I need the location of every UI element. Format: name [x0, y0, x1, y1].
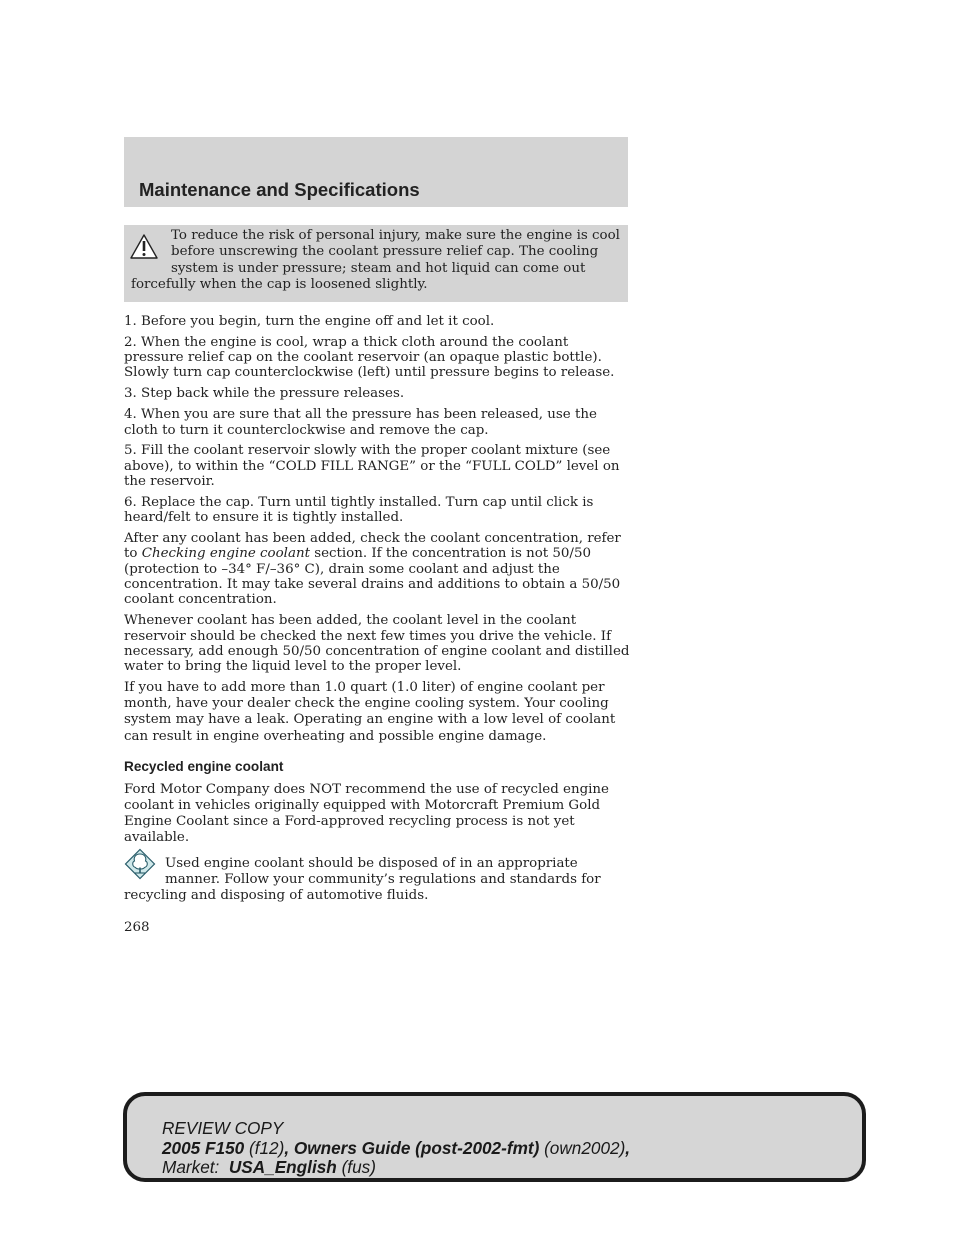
checking-engine-coolant-reference: Checking engine coolant — [141, 546, 310, 562]
step-6: 6. Replace the cap. Turn until tightly installed. Turn cap until click is heard/felt to ensure it is tightly installed. — [124, 494, 594, 526]
environment-note — [124, 856, 632, 905]
concentration-paragraph — [124, 531, 632, 607]
section-header — [124, 137, 628, 207]
step-5: 5. Fill the coolant reservoir slowly with the proper coolant mixture (see above), to within the “COLD FILL RANGE” or the “FULL COLD” level on the reservoir. — [124, 443, 620, 490]
environment-note-text: Used engine coolant should be disposed of in an appropriate manner. Follow your community’s regulations and standards for recycling and disposing of automotive fluids. — [124, 855, 601, 904]
review-copy-label: REVIEW COPY — [162, 1118, 284, 1138]
concentration-text-start: After any coolant has been added, check the coolant concentration, refer to — [124, 531, 621, 562]
footer-comma: , — [625, 1137, 631, 1158]
coolant-leak-paragraph: If you have to add more than 1.0 quart (1.0 liter) of engine coolant per month, have your dealer check the engine cooling system. Your cooling system may have a leak. Operating an engine with a low level of coolant can result in engine overheating and possible engine damage. — [124, 679, 616, 744]
environment-tree-icon — [124, 848, 156, 880]
model-code: (f12) — [248, 1137, 285, 1158]
document-info-line — [162, 1139, 862, 1159]
step-4: 4. When you are sure that all the pressure has been released, use the cloth to turn it counterclockwise and remove the cap. — [124, 407, 597, 438]
warning-triangle-icon — [129, 230, 159, 264]
market-name: USA_English — [228, 1157, 337, 1177]
review-copy-footer — [123, 1092, 866, 1182]
section-title: Maintenance and Specifications — [139, 179, 420, 200]
market-line — [162, 1158, 862, 1178]
recycled-coolant-heading: Recycled engine coolant — [124, 758, 284, 774]
page-number: 268 — [124, 920, 150, 936]
main-content — [124, 314, 632, 936]
market-label: Market: — [162, 1157, 220, 1177]
guide-name: , Owners Guide (post-2002-fmt) — [284, 1137, 540, 1158]
step-1: 1. Before you begin, turn the engine off and let it cool. — [124, 314, 495, 329]
model-name: 2005 F150 — [162, 1137, 245, 1158]
warning-box — [124, 225, 628, 302]
market-code: (fus) — [341, 1157, 376, 1177]
guide-code: (own2002) — [544, 1137, 626, 1158]
step-3: 3. Step back while the pressure releases. — [124, 386, 405, 402]
step-2: 2. When the engine is cool, wrap a thick cloth around the coolant pressure relief cap on the coolant reservoir (an opaque plastic bottle). Slowly turn cap counterclockwise (left) until pressure begins to release. — [124, 334, 615, 381]
warning-text: To reduce the risk of personal injury, make sure the engine is cool before unscrewing the coolant pressure relief cap. The cooling system is under pressure; steam and hot liquid can come out forcefully when the cap is loosened slightly. — [131, 228, 620, 292]
coolant-level-paragraph: Whenever coolant has been added, the coolant level in the coolant reservoir should be checked the next few times you drive the vehicle. If necessary, add enough 50/50 concentration of engine coolant and distilled water to bring the liquid level to the proper level. — [124, 613, 630, 675]
concentration-text-end: section. If the concentration is not 50/50 (protection to –34° F/–36° C), drain some coolant and adjust the concentration. It may take several drains and additions to obtain a 50/50 coolant concentration. — [124, 546, 621, 608]
recycled-coolant-paragraph: Ford Motor Company does NOT recommend the use of recycled engine coolant in vehicles originally equipped with Motorcraft Premium Gold Engine Coolant since a Ford-approved recycling process is not yet available. — [124, 781, 609, 846]
